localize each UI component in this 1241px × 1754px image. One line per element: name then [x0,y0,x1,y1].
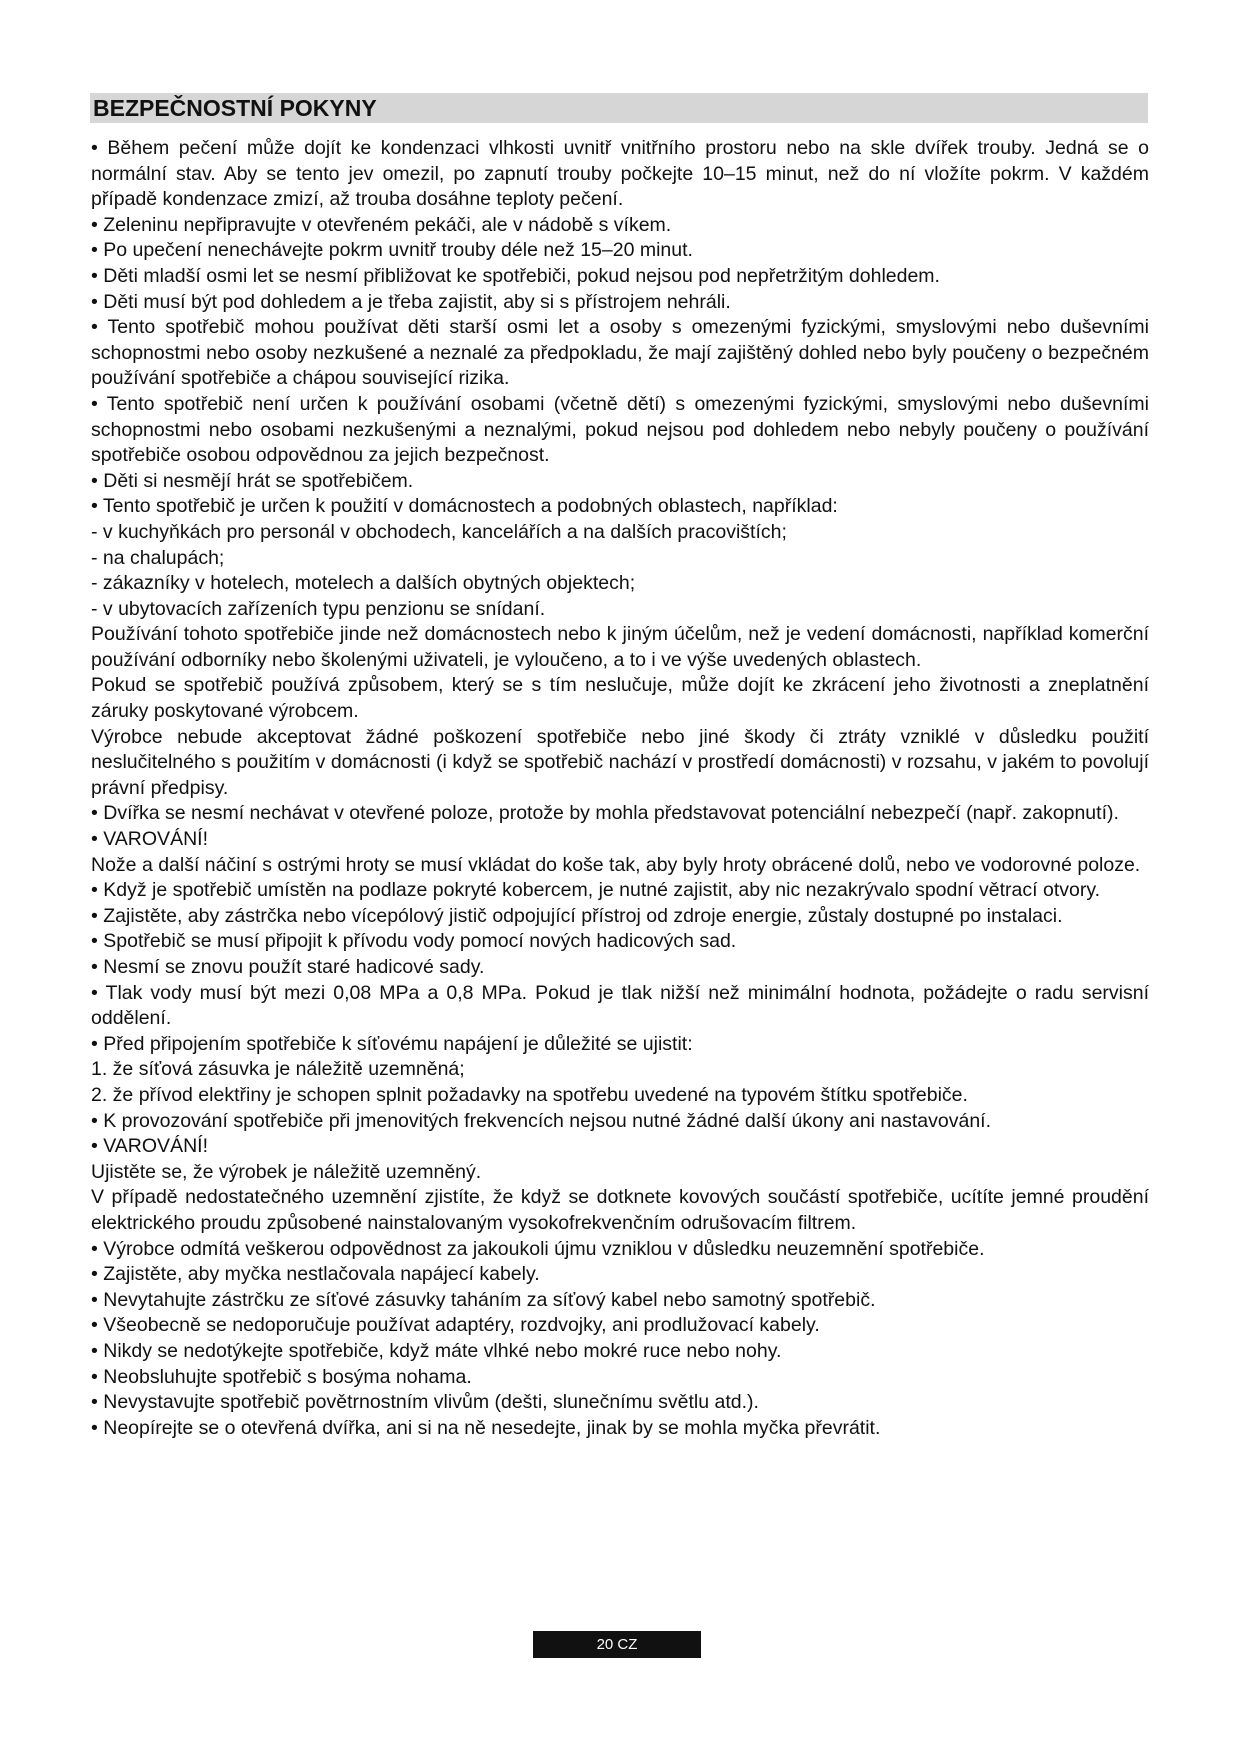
page-number: 20 CZ [533,1631,701,1658]
paragraph: • Děti si nesmějí hrát se spotřebičem. [91,469,414,492]
paragraph: • Tlak vody musí být mezi 0,08 MPa a 0,8 MPa. Pokud je tlak nižší než minimální hodnota, požádejte o radu servisní oddělení. [91,981,1149,1030]
paragraph: • Tento spotřebič mohou používat děti starší osmi let a osoby s omezenými fyzickými, smyslovými nebo duševními schopnostmi nebo osoby nezkušené a neznalé za předpokladu, že mají zajištěný dohled nebo byly poučeny o bezpečném používání spotřebiče a chápou související rizika. [91,316,1149,390]
warning-label: • VAROVÁNÍ! [91,1135,208,1158]
paragraph: • Děti musí být pod dohledem a je třeba zajistit, aby si s přístrojem nehráli. [91,290,731,313]
paragraph: Používání tohoto spotřebiče jinde než domácnostech nebo k jiným účelům, než je vedení domácnosti, například komerční používání odborníky nebo školenými uživateli, je vyloučeno, a to i ve výše uvedených oblastech. [91,623,1149,671]
paragraph: • Všeobecně se nedoporučuje používat adaptéry, rozdvojky, ani prodlužovací kabely. [91,1314,820,1337]
paragraph: • Nikdy se nedotýkejte spotřebiče, když máte vlhké nebo mokré ruce nebo nohy. [91,1339,782,1362]
paragraph: • Tento spotřebič není určen k používání osobami (včetně dětí) s omezenými fyzickými, smyslovými nebo duševními schopnostmi nebo osobami nezkušenými a neznalými, pokud nejsou pod dohledem nebo nebyly poučeny o používání spotřebiče osobou odpovědnou za jejich bezpečnost. [91,392,1149,467]
paragraph: • Výrobce odmítá veškerou odpovědnost za jakoukoli újmu vzniklou v důsledku neuzemnění spotřebiče. [91,1237,985,1260]
paragraph: V případě nedostatečného uzemnění zjistíte, že když se dotknete kovových součástí spotřebiče, ucítíte jemné proudění elektrického proudu způsobené nainstalovaným vysokofrekvenčním odrušovacím filtrem. [91,1186,1149,1234]
safety-instructions-body [91,136,1149,1441]
paragraph: • Zajistěte, aby myčka nestlačovala napájecí kabely. [91,1263,540,1286]
paragraph: Nože a další náčiní s ostrými hroty se musí vkládat do koše tak, aby byly hroty obrácené dolů, nebo ve vodorovné poloze. [91,853,1141,876]
paragraph: • Děti mladší osmi let se nesmí přibližovat ke spotřebiči, pokud nejsou pod nepřetržitým dohledem. [91,264,940,287]
paragraph: • Zeleninu nepřipravujte v otevřeném pekáči, ale v nádobě s víkem. [91,213,672,236]
paragraph: • Zajistěte, aby zástrčka nebo vícepólový jistič odpojující přístroj od zdroje energie, zůstaly dostupné po instalaci. [91,904,1063,927]
paragraph: • Nesmí se znovu použít staré hadicové sady. [91,956,485,978]
paragraph: Ujistěte se, že výrobek je náležitě uzemněný. [91,1160,482,1183]
paragraph: • Spotřebič se musí připojit k přívodu vody pomocí nových hadicových sad. [91,930,737,953]
paragraph: • Před připojením spotřebiče k síťovému napájení je důležité se ujistit: [91,1032,693,1055]
paragraph: • Nevystavujte spotřebič povětrnostním vlivům (dešti, slunečnímu světlu atd.). [91,1391,759,1414]
list-item: - v kuchyňkách pro personál v obchodech, kancelářích a na dalších pracovištích; [91,520,787,543]
warning-label: • VAROVÁNÍ! [91,828,208,851]
paragraph: • Nevytahujte zástrčku ze síťové zásuvky taháním za síťový kabel nebo samotný spotřebič. [91,1288,876,1311]
list-item: - v ubytovacích zařízeních typu penzionu se snídaní. [91,597,546,620]
paragraph: • Neobsluhujte spotřebič s bosýma nohama. [91,1365,472,1388]
paragraph: • Během pečení může dojít ke kondenzaci vlhkosti uvnitř vnitřního prostoru nebo na skle dvířek trouby. Jedná se o normální stav. Aby se tento jev omezil, po zapnutí trouby počkejte 10–15 minut, než do ní vložíte pokrm. V každém případě kondenzace zmizí, až trouba dosáhne teploty pečení. [91,137,1149,211]
list-item: 2. že přívod elektřiny je schopen splnit požadavky na spotřebu uvedené na typovém štítku spotřebiče. [91,1083,968,1106]
list-item: - zákazníky v hotelech, motelech a dalších obytných objektech; [91,572,636,595]
list-item: 1. že síťová zásuvka je náležitě uzemněná; [91,1058,465,1081]
paragraph: Výrobce nebude akceptovat žádné poškození spotřebiče nebo jiné škody či ztráty vzniklé v důsledku použití neslučitelného s použitím v domácnosti (i když se spotřebič nachází v prostředí domácnosti) v rozsahu, v jakém to povolují právní předpisy. [91,725,1149,799]
paragraph: • Neopírejte se o otevřená dvířka, ani si na ně nesedejte, jinak by se mohla myčka převrátit. [91,1416,881,1439]
paragraph: • K provozování spotřebiče při jmenovitých frekvencích nejsou nutné žádné další úkony ani nastavování. [91,1109,992,1132]
paragraph: • Po upečení nenechávejte pokrm uvnitř trouby déle než 15–20 minut. [91,239,693,262]
paragraph: • Tento spotřebič je určen k použití v domácnostech a podobných oblastech, například: [91,495,838,518]
paragraph: • Dvířka se nesmí nechávat v otevřené poloze, protože by mohla představovat potenciální nebezpečí (např. zakopnutí). [91,802,1119,825]
list-item: - na chalupách; [91,546,225,569]
paragraph: Pokud se spotřebič používá způsobem, který se s tím neslučuje, může dojít ke zkrácení jeho životnosti a zneplatnění záruky poskytované výrobcem. [91,674,1149,723]
paragraph: • Když je spotřebič umístěn na podlaze pokryté kobercem, je nutné zajistit, aby nic nezakrývalo spodní větrací otvory. [91,879,1101,902]
section-title: BEZPEČNOSTNÍ POKYNY [93,95,377,121]
